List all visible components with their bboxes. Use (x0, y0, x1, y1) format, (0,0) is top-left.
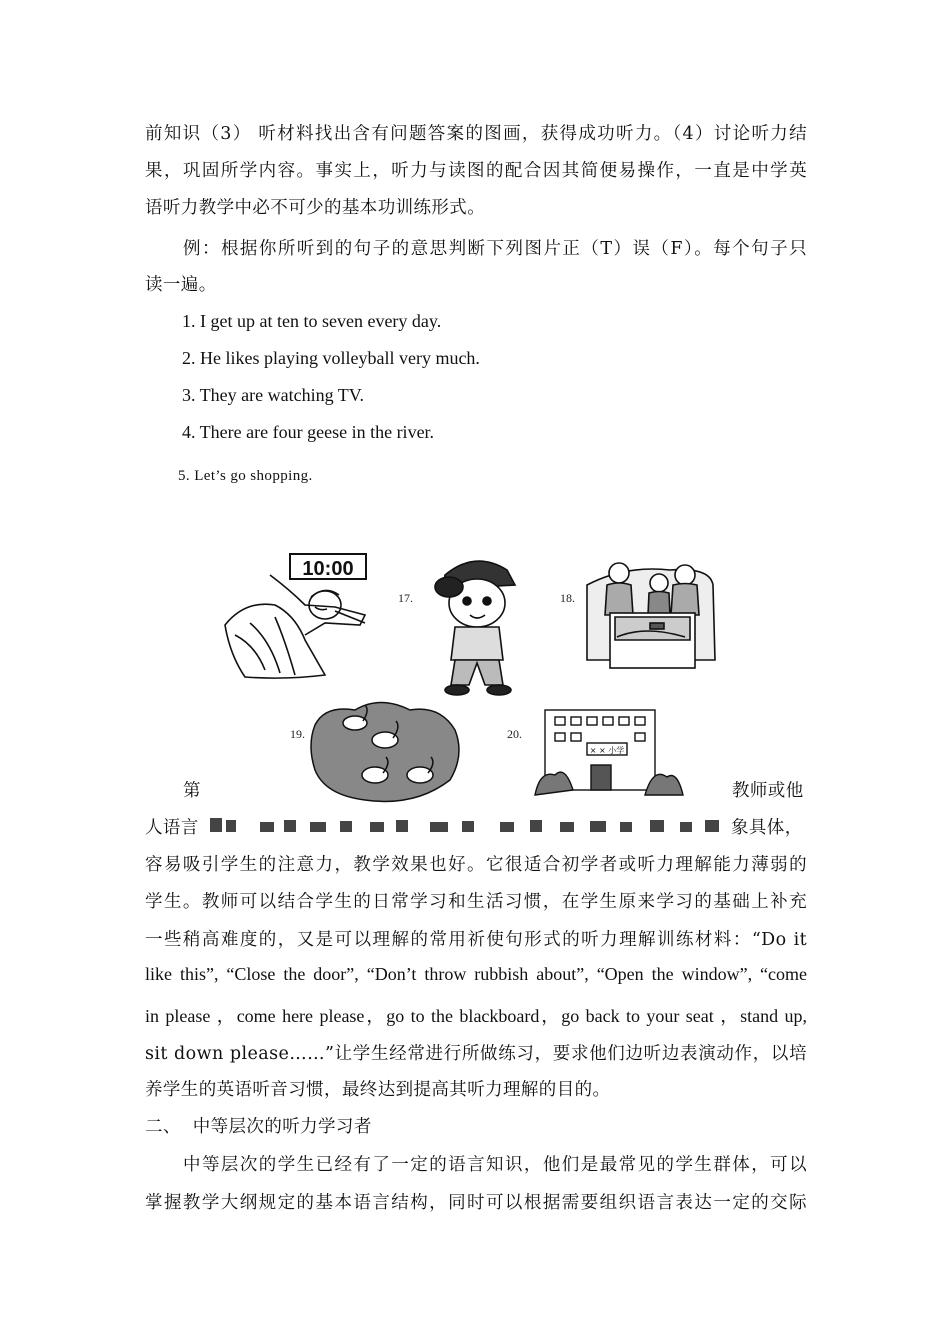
paragraph-2-tail: 教师或他 (732, 781, 804, 801)
paragraph-2-lead: 第 (183, 781, 201, 801)
sentence-3: 3. They are watching TV. (182, 385, 364, 405)
clock-display: 10:00 (302, 558, 354, 580)
section-2-line-1: 中等层次的学生已经有了一定的语言知识，他们是最常见的学生群体，可以 (183, 1155, 807, 1175)
family-tv-picture (587, 563, 715, 668)
geese-river-picture (311, 703, 459, 802)
example-instruction-2: 读一遍。 (145, 275, 217, 295)
section-2-heading: 二、 中等层次的听力学习者 (145, 1117, 372, 1137)
sentence-1: 1. I get up at ten to seven every day. (182, 311, 442, 331)
obscured-text-fragment (200, 812, 740, 836)
label-17: 17. (398, 591, 413, 605)
sentence-5: 5. Let’s go shopping. (178, 468, 313, 484)
paragraph-2-line-5: in please ，come here please，go to the blackboard，go back to your seat ，stand up, (145, 1006, 807, 1026)
paragraph-1-line-1: 前知识（3） 听材料找出含有问题答案的图画，获得成功听力。（4）讨论听力结 (145, 124, 807, 144)
label-19: 19. (290, 727, 305, 741)
section-2-line-2: 掌握教学大纲规定的基本语言结构，同时可以根据需要组织语言表达一定的交际 (145, 1193, 807, 1213)
paragraph-2-line-6: sit down please……”让学生经常进行所做练习，要求他们边听边表演动作，以培 (145, 1044, 807, 1064)
label-20: 20. (507, 727, 522, 741)
paragraph-1-line-2: 果，巩固所学内容。事实上，听力与读图的配合因其简便易操作，一直是中学英 (145, 161, 807, 181)
example-instruction: 例：根据你所听到的句子的意思判断下列图片正（T）误（F）。每个句子只 (183, 239, 807, 259)
paragraph-1-line-3: 语听力教学中必不可少的基本功训练形式。 (145, 198, 486, 218)
picture-exercise-figure (215, 545, 725, 815)
paragraph-2-line-4: like this”, “Close the door”, “Don’t throw rubbish about”, “Open the window”, “come (145, 964, 807, 984)
exercise-illustrations (215, 545, 725, 815)
label-18: 18. (560, 591, 575, 605)
paragraph-2-partial-tail: 象具体， (731, 818, 803, 838)
sentence-2: 2. He likes playing volleyball very much. (182, 348, 480, 368)
paragraph-2-line-2: 学生。教师可以结合学生的日常学习和生活习惯，在学生原来学习的基础上补充 (145, 892, 807, 912)
paragraph-2-line-3: 一些稍高难度的，又是可以理解的常用祈使句形式的听力理解训练材料：“Do it (145, 930, 807, 950)
paragraph-2-line-7: 养学生的英语听音习惯，最终达到提高其听力理解的目的。 (145, 1080, 611, 1100)
paragraph-2-line-1: 容易吸引学生的注意力，教学效果也好。它很适合初学者或听力理解能力薄弱的 (145, 855, 807, 875)
school-sign: × × 小学 (589, 746, 625, 755)
boy-playing-picture (435, 561, 515, 695)
sentence-4: 4. There are four geese in the river. (182, 422, 435, 442)
paragraph-2-partial: 人语言 (145, 818, 199, 838)
